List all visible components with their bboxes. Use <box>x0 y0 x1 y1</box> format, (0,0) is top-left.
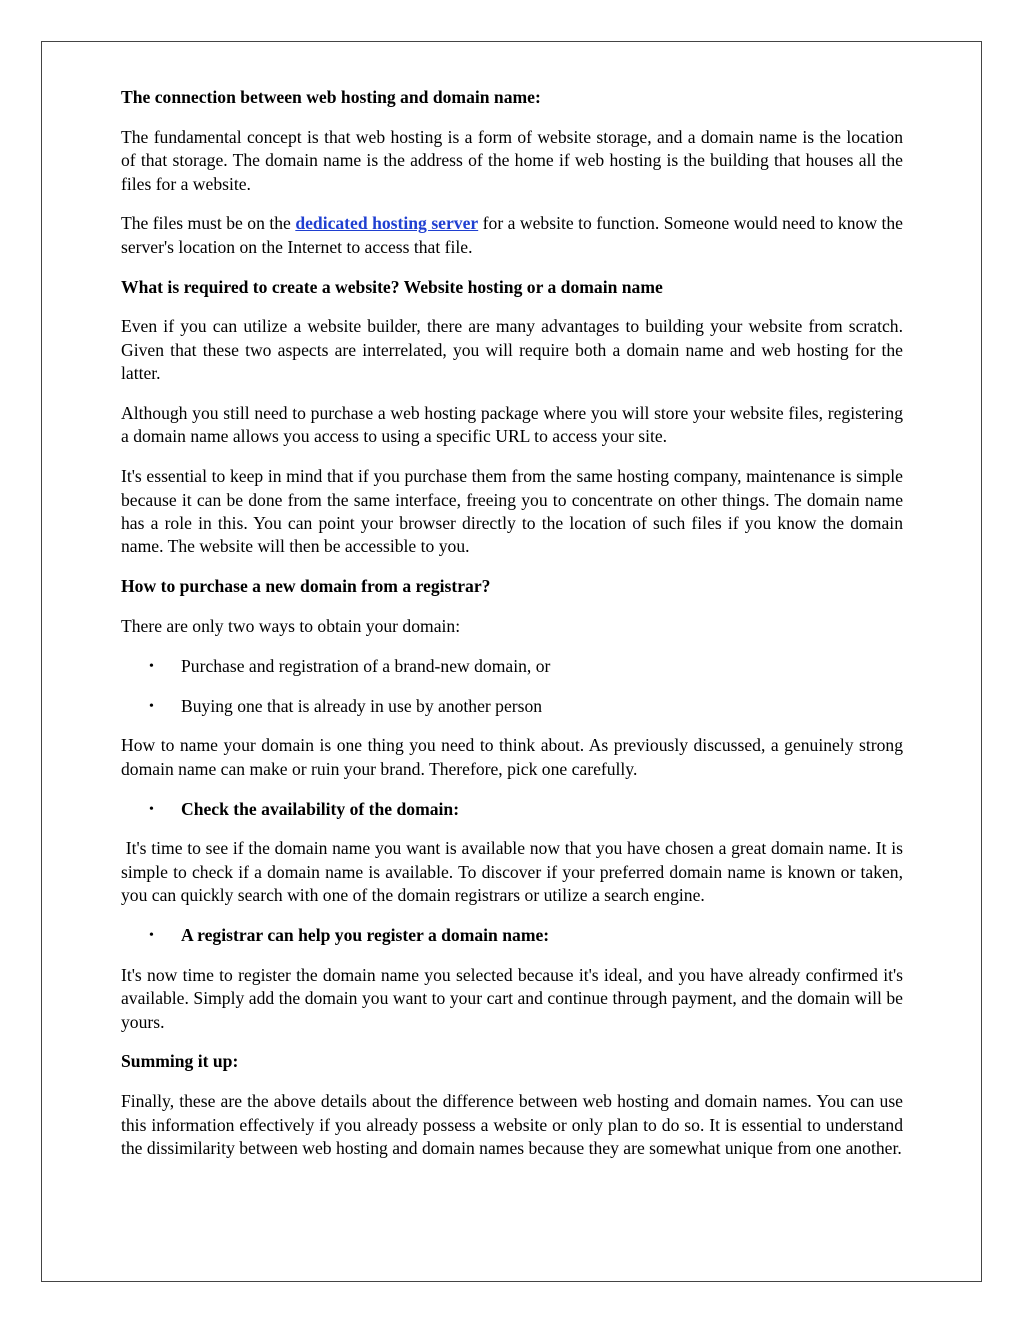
bullet-icon: • <box>149 801 154 817</box>
registrar-subheading: A registrar can help you register a domain name: <box>181 925 550 946</box>
paragraph-although: Although you still need to purchase a web hosting package where you will store your website files, registering a domain name allows you access to using a specific URL to access your site. <box>121 403 903 447</box>
files-text-before-link: The files must be on the <box>121 213 296 234</box>
bullet-icon: • <box>149 698 154 714</box>
heading-purchase-domain: How to purchase a new domain from a registrar? <box>121 576 491 597</box>
paragraph-register: It's now time to register the domain name you selected because it's ideal, and you have already confirmed it's available. Simply add the domain you want to your cart and continue through payment, and the domain will be yours. <box>121 964 903 1032</box>
list-item <box>121 924 903 947</box>
paragraph-files-on-server <box>121 212 903 259</box>
bullet-icon: • <box>149 928 154 944</box>
list-item-text: Purchase and registration of a brand-new domain, or <box>181 655 551 676</box>
list-item <box>121 695 903 718</box>
dedicated-hosting-server-link[interactable]: dedicated hosting server <box>295 213 479 234</box>
paragraph-website-builder: Even if you can utilize a website builder, there are many advantages to building your website from scratch. Given that these two aspects are interrelated, you will require both a domain name and web hosting for the latter. <box>121 316 903 384</box>
paragraph-time-to-see <box>121 837 903 907</box>
paragraph-how-to-name: How to name your domain is one thing you need to think about. As previously discussed, a genuinely strong domain name can make or ruin your brand. Therefore, pick one carefully. <box>121 735 903 779</box>
bullet-icon: • <box>149 658 154 674</box>
paragraph-two-ways: There are only two ways to obtain your domain: <box>121 616 461 637</box>
time-to-see-text: It's time to see if the domain name you want is available now that you have chosen a great domain name. It is simple to check if a domain name is available. To discover if your preferred domain name is known or taken, you can quickly search with one of the domain registrars or utilize a search engine. <box>121 838 903 906</box>
paragraph-finally: Finally, these are the above details about the difference between web hosting and domain names. You can use this information effectively if you already possess a website or only plan to do so. It is essential to understand the dissimilarity between web hosting and domain names because they are somewhat unique from one another. <box>121 1091 903 1159</box>
heading-summing-up: Summing it up: <box>121 1051 239 1072</box>
list-item-text: Buying one that is already in use by another person <box>181 695 543 716</box>
registrar-list <box>121 924 903 947</box>
list-item <box>121 798 903 821</box>
files-text-after-link: for a website to function. Someone would need to know the server's location on the Internet to access that file. <box>121 213 903 257</box>
check-availability-list <box>121 798 903 821</box>
document-body <box>121 86 903 1177</box>
heading-connection: The connection between web hosting and domain name: <box>121 87 541 107</box>
check-availability-subheading: Check the availability of the domain: <box>181 798 460 819</box>
heading-required-to-create-website: What is required to create a website? Website hosting or a domain name <box>121 276 663 297</box>
paragraph-fundamental-concept: The fundamental concept is that web hosting is a form of website storage, and a domain name is the location of that storage. The domain name is the address of the home if web hosting is the building that houses all the files for a website. <box>121 126 903 194</box>
ways-list <box>121 655 903 718</box>
list-item <box>121 655 903 678</box>
paragraph-essential: It's essential to keep in mind that if you purchase them from the same hosting company, maintenance is simple because it can be done from the same interface, freeing you to concentrate on other things. The domain name has a role in this. You can point your browser directly to the location of such files if you know the domain name. The website will then be accessible to you. <box>121 466 903 557</box>
